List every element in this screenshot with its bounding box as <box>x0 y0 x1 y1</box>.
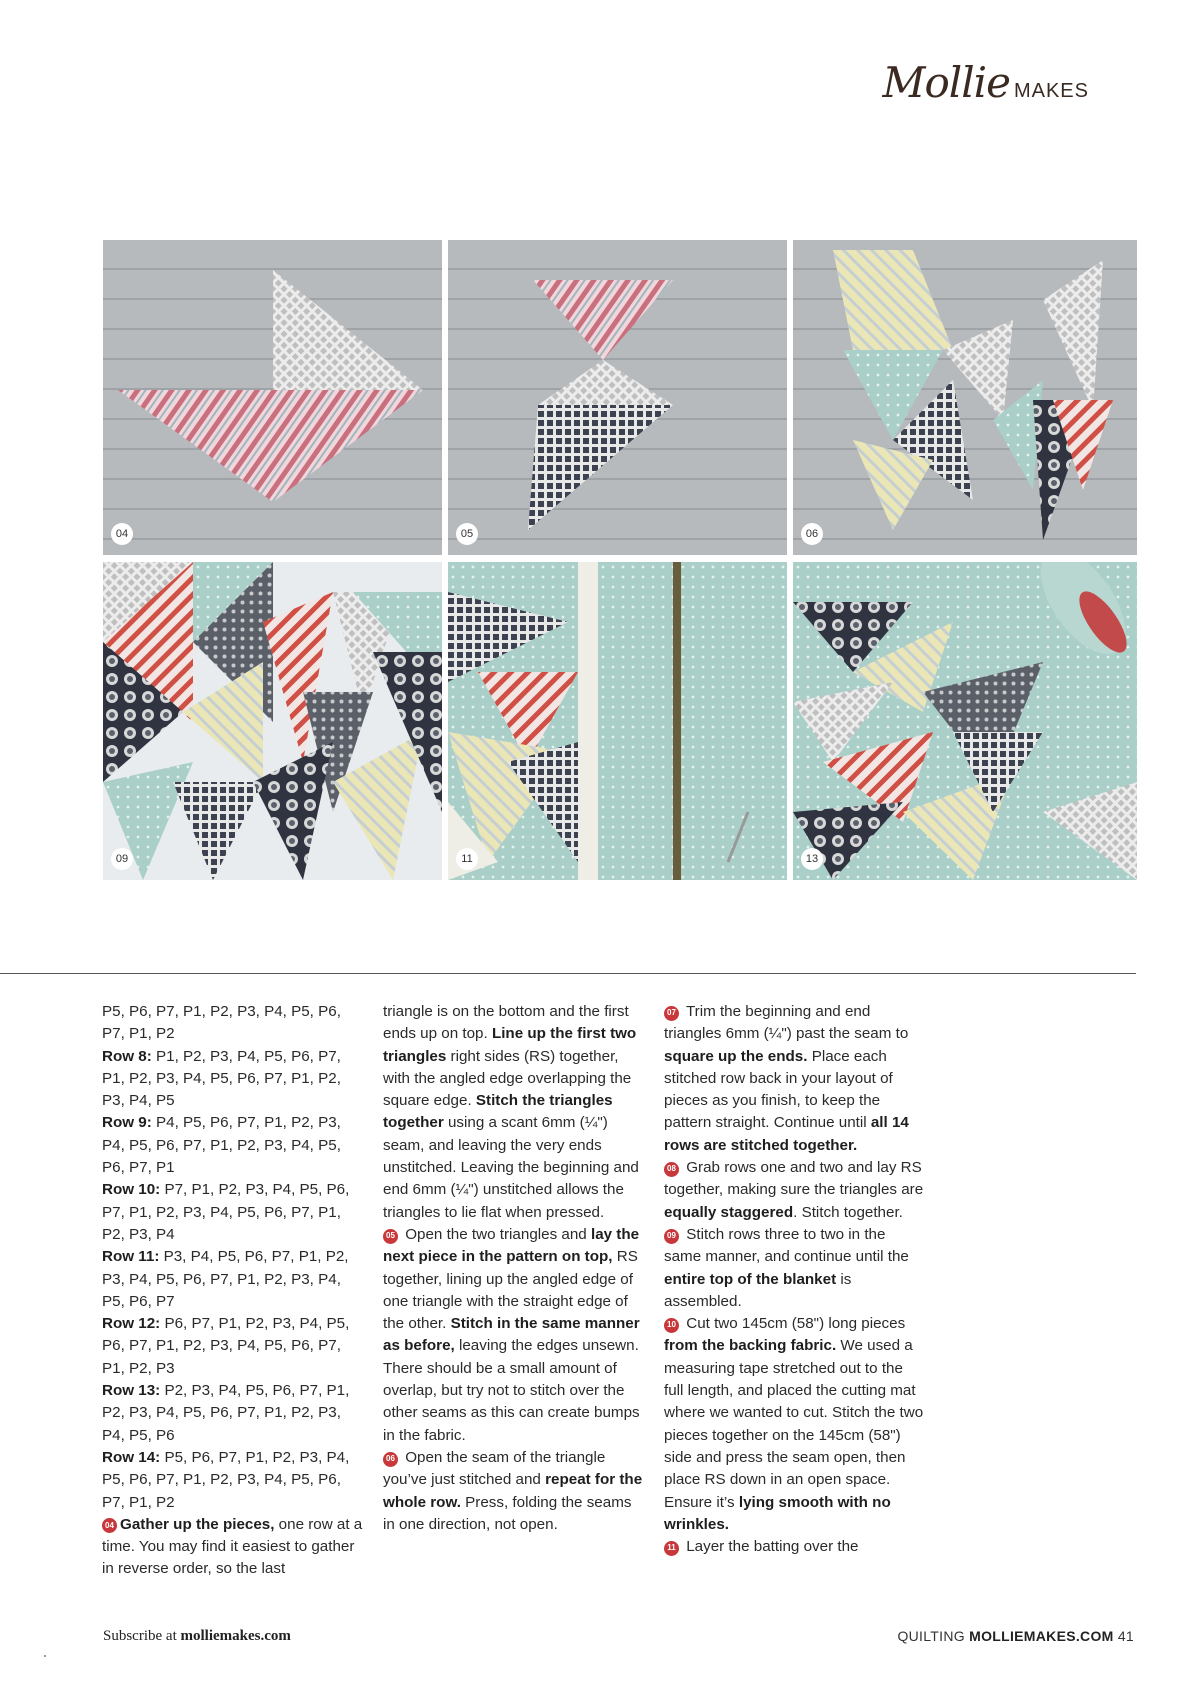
row-7-continuation: P5, P6, P7, P1, P2, P3, P4, P5, P6, P7, P1, P2 <box>102 1003 341 1043</box>
section-divider <box>0 973 1136 974</box>
photo-grid <box>103 240 1137 880</box>
step-badge: 09 <box>664 1229 679 1244</box>
step-badge: 05 <box>383 1229 398 1244</box>
text-column-3 <box>664 1001 926 1558</box>
step-05: 05 Open the two triangles and lay the next piece in the pattern on top, RS together, lining up the angled edge of one triangle with the straight edge of the other. Stitch in the same manner as before, leaving the edges unsewn. There should be a small amount of overlap, but try not to stitch over the other seams as this can create bumps in the fabric. <box>383 1225 640 1444</box>
photo-label: 06 <box>801 523 823 545</box>
step-06: 06 Open the seam of the triangle you’ve just stitched and repeat for the whole row. Press, folding the seams in one direction, not open. <box>383 1448 643 1533</box>
step-04-continued: triangle is on the bottom and the first ends up on top. Line up the first two triangles right sides (RS) together, with the angled edge overlapping the square edge. Stitch the triangles together using a scant 6mm (¼") seam, and leaving the very ends unstitched. Leaving the beginning and end 6mm (¼") unstitched allows the triangles to lie flat when pressed. <box>383 1003 639 1221</box>
photo-step-11 <box>448 562 787 880</box>
row-12: Row 12: P6, P7, P1, P2, P3, P4, P5, P6, P7, P1, P2, P3, P4, P5, P6, P7, P1, P2, P3 <box>102 1315 350 1377</box>
photo-step-13 <box>793 562 1137 880</box>
section-name: QUILTING <box>897 1628 970 1644</box>
page-number: 41 <box>1113 1628 1134 1644</box>
photo-step-05 <box>448 240 787 555</box>
footer-site: MOLLIEMAKES.COM <box>969 1628 1114 1644</box>
photo-step-09 <box>103 562 442 880</box>
step-11: 11 Layer the batting over the <box>664 1536 926 1558</box>
step-badge: 07 <box>664 1006 679 1021</box>
footer-subscribe: Subscribe at molliemakes.com <box>103 1628 291 1644</box>
step-10: 10 Cut two 145cm (58") long pieces from the backing fabric. We used a measuring tape stretched out to the full length, and placed the cutting mat where we wanted to cut. Stitch the two pieces together on the 145cm (58") side and press the seam open, then place RS down in an open space. Ensure it’s lying smooth with no wrinkles. <box>664 1315 924 1533</box>
photo-label: 13 <box>801 848 823 870</box>
row-10: Row 10: P7, P1, P2, P3, P4, P5, P6, P7, P1, P2, P3, P4, P5, P6, P7, P1, P2, P3, P4 <box>102 1181 350 1243</box>
row-13: Row 13: P2, P3, P4, P5, P6, P7, P1, P2, P3, P4, P5, P6, P7, P1, P2, P3, P4, P5, P6 <box>102 1382 350 1444</box>
logo-makes: MAKES <box>1013 80 1089 102</box>
photo-label: 05 <box>456 523 478 545</box>
footer-subscribe-link[interactable]: molliemakes.com <box>180 1628 291 1644</box>
photo-step-04 <box>103 240 442 555</box>
footer-folio <box>897 1628 1134 1644</box>
photo-step-06 <box>793 240 1137 555</box>
photo-label: 09 <box>111 848 133 870</box>
registration-dot <box>44 1655 46 1657</box>
step-badge: 08 <box>664 1162 679 1177</box>
text-column-1 <box>102 1001 364 1581</box>
text-column-2 <box>383 1001 645 1536</box>
photo-label: 04 <box>111 523 133 545</box>
row-9: Row 9: P4, P5, P6, P7, P1, P2, P3, P4, P5, P6, P7, P1, P2, P3, P4, P5, P6, P7, P1 <box>102 1114 341 1177</box>
logo-script: Mollie <box>882 58 1010 107</box>
step-badge: 04 <box>102 1518 117 1533</box>
row-14: Row 14: P5, P6, P7, P1, P2, P3, P4, P5, P6, P7, P1, P2, P3, P4, P5, P6, P7, P1, P2 <box>102 1448 350 1511</box>
step-badge: 10 <box>664 1318 679 1333</box>
step-badge: 11 <box>664 1541 679 1556</box>
row-8: Row 8: P1, P2, P3, P4, P5, P6, P7, P1, P2, P3, P4, P5, P6, P7, P1, P2, P3, P4, P5 <box>102 1047 341 1110</box>
photo-label: 11 <box>456 848 478 870</box>
step-badge: 06 <box>383 1452 398 1467</box>
masthead-logo <box>883 58 1089 107</box>
step-09: 09 Stitch rows three to two in the same manner, and continue until the entire top of the blanket is assembled. <box>664 1225 909 1310</box>
row-11: Row 11: P3, P4, P5, P6, P7, P1, P2, P3, P4, P5, P6, P7, P1, P2, P3, P4, P5, P6, P7 <box>102 1248 349 1310</box>
step-07: 07 Trim the beginning and end triangles 6mm (¼") past the seam to square up the ends. Place each stitched row back in your layout of pieces as you finish, to keep the pattern straight. Continue until all 14 rows are stitched together. <box>664 1003 909 1154</box>
step-04: 04 Gather up the pieces, one row at a time. You may find it easiest to gather in reverse order, so the last <box>102 1515 363 1578</box>
step-08: 08 Grab rows one and two and lay RS together, making sure the triangles are equally staggered. Stitch together. <box>664 1159 924 1221</box>
